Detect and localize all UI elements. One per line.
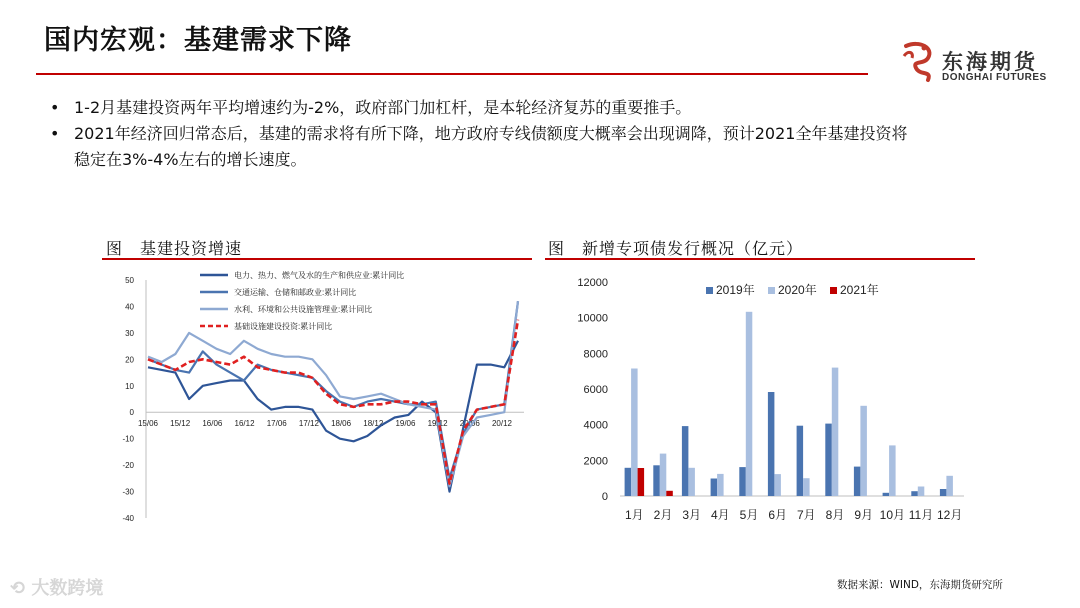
watermark-text: 大数跨境 — [31, 578, 104, 599]
bar-2020年 — [860, 406, 867, 496]
infrastructure-investment-line-chart — [104, 262, 534, 542]
y-tick-label: 2000 — [583, 455, 608, 468]
bullet-text: 1-2月基建投资两年平均增速约为-2%，政府部门加杠杆，是本轮经济复苏的重要推手。 — [74, 98, 692, 117]
bar-2019年 — [768, 392, 775, 496]
right-caption-divider — [545, 258, 975, 260]
x-tick-label: 19/06 — [395, 419, 416, 429]
special-bond-bar-chart — [548, 262, 978, 542]
legend-swatch — [768, 287, 775, 294]
y-tick-label: 40 — [125, 302, 134, 312]
bar-2019年 — [625, 468, 632, 496]
bar-2020年 — [832, 368, 839, 496]
page-title: 国内宏观：基建需求下降 — [44, 25, 352, 56]
bar-2020年 — [774, 474, 781, 496]
series-line-1 — [148, 341, 518, 492]
legend-label: 交通运输、仓储和邮政业:累计同比 — [234, 288, 357, 297]
company-logo — [898, 40, 1058, 90]
y-tick-label: 0 — [129, 408, 134, 418]
y-tick-label: -30 — [122, 487, 134, 497]
y-tick-label: 50 — [125, 276, 134, 285]
x-tick-label: 10月 — [879, 508, 906, 522]
legend-label: 基础设施建设投资:累计同比 — [234, 322, 333, 331]
bullet-dot: • — [50, 98, 60, 117]
y-tick-label: 4000 — [583, 419, 608, 432]
bar-2020年 — [889, 445, 896, 496]
series-line-4 — [148, 320, 518, 484]
legend-label: 2019年 — [716, 283, 755, 297]
bar-2020年 — [717, 474, 724, 496]
x-tick-label: 1月 — [624, 508, 644, 522]
dragon-logo-icon — [898, 40, 938, 84]
title-divider — [36, 73, 868, 75]
x-tick-label: 15/06 — [137, 419, 159, 429]
x-tick-label: 19/12 — [427, 419, 448, 429]
bar-2021年 — [666, 491, 673, 496]
bar-2019年 — [682, 426, 689, 496]
bar-2019年 — [854, 467, 861, 496]
y-tick-label: 10 — [125, 381, 134, 391]
bar-2019年 — [883, 493, 890, 496]
x-tick-label: 3月 — [682, 508, 702, 522]
x-tick-label: 17/06 — [266, 419, 287, 429]
bullet-item — [50, 95, 910, 121]
x-tick-label: 8月 — [825, 508, 845, 522]
x-tick-label: 16/06 — [202, 419, 223, 429]
bar-2020年 — [746, 312, 753, 496]
bar-2021年 — [638, 468, 645, 496]
bar-2020年 — [803, 478, 810, 496]
bullet-item — [50, 121, 910, 173]
left-chart-caption: 图 基建投资增速 — [106, 239, 243, 258]
bar-2020年 — [660, 454, 667, 496]
x-tick-label: 16/12 — [234, 419, 255, 429]
y-tick-label: 8000 — [583, 348, 608, 361]
series-line-3 — [148, 301, 518, 486]
x-tick-label: 9月 — [854, 508, 874, 522]
y-tick-label: 30 — [125, 328, 134, 338]
bar-2019年 — [739, 467, 746, 496]
x-tick-label: 20/06 — [459, 419, 480, 429]
right-chart-caption: 图 新增专项债发行概况（亿元） — [548, 239, 804, 258]
x-tick-label: 6月 — [768, 508, 788, 522]
y-tick-label: -10 — [122, 434, 134, 444]
legend-label: 电力、热力、燃气及水的生产和供应业:累计同比 — [234, 271, 405, 280]
x-tick-label: 5月 — [739, 508, 759, 522]
y-tick-label: 20 — [125, 355, 134, 365]
logo-name-en: DONGHAI FUTURES — [942, 72, 1047, 83]
x-tick-label: 18/12 — [363, 419, 384, 429]
legend-swatch — [706, 287, 713, 294]
bullet-dot: • — [50, 124, 60, 143]
left-caption-divider — [102, 258, 532, 260]
y-tick-label: 10000 — [577, 312, 608, 325]
x-tick-label: 7月 — [796, 508, 816, 522]
bar-2019年 — [711, 479, 718, 497]
legend-label: 2021年 — [840, 283, 879, 297]
legend-label: 水利、环境和公共设施管理业:累计同比 — [234, 305, 373, 314]
bar-2019年 — [653, 465, 660, 496]
y-tick-label: -40 — [122, 514, 134, 523]
legend-label: 2020年 — [778, 283, 817, 297]
bullet-text: 2021年经济回归常态后，基建的需求将有所下降，地方政府专线债额度大概率会出现调降，预计2021全年基建投资将稳定在3%-4%左右的增长速度。 — [74, 124, 908, 169]
x-tick-label: 15/12 — [170, 419, 191, 429]
y-tick-label: 12000 — [577, 277, 608, 289]
y-tick-label: -20 — [122, 461, 134, 471]
bar-2019年 — [797, 426, 804, 496]
watermark — [10, 574, 103, 600]
x-tick-label: 2月 — [653, 508, 673, 522]
watermark-icon: ⟲ — [10, 578, 26, 599]
series-line-2 — [148, 301, 518, 478]
x-tick-label: 4月 — [710, 508, 730, 522]
y-tick-label: 0 — [601, 491, 608, 503]
x-tick-label: 12月 — [936, 508, 963, 522]
bar-2020年 — [631, 369, 638, 497]
logo-name-cn: 东海期货 — [942, 50, 1038, 74]
bar-2020年 — [918, 487, 925, 497]
bullet-list — [50, 95, 910, 173]
bar-2019年 — [940, 489, 947, 496]
x-tick-label: 11月 — [908, 508, 934, 522]
bar-2019年 — [825, 424, 832, 496]
x-tick-label: 17/12 — [298, 419, 319, 429]
legend-swatch — [830, 287, 837, 294]
bar-2019年 — [911, 491, 918, 496]
data-source-note: 数据来源：WIND，东海期货研究所 — [837, 579, 1003, 591]
x-tick-label: 20/12 — [491, 419, 513, 429]
bar-2020年 — [688, 468, 695, 496]
bar-2020年 — [946, 476, 953, 496]
x-tick-label: 18/06 — [331, 419, 352, 429]
y-tick-label: 6000 — [583, 384, 608, 396]
